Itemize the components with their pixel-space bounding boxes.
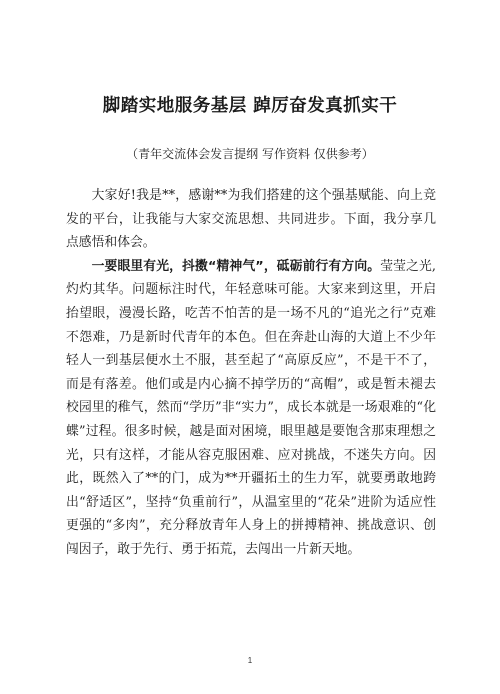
paragraph-text: 大家好!我是**，感谢**为我们搭建的这个强基赋能、向上竞发的平台，让我能与大家交流思想、共同进步。下面，我分享几点感悟和体会。 <box>66 188 436 251</box>
paragraph-lead: 一要眼里有光，抖擞“精神气”，砥砺前行有方向。 <box>91 258 381 274</box>
paragraph-text: 莹莹之光,灼灼其华。问题标注时代，年轻意味可能。大家来到这里，开启抬望眼，漫漫长路，吃苦不怕苦的是一场不凡的“追光之行”克难不怨难，乃是新时代青年的本色。但在奔赴山海的大道上不少年轻人一到基层便水土不服，甚至起了“高原反应”，不是干不了，而是有落差。他们或是内心摘不掉学历的“高帽”，或是暂未褪去校园里的稚气，然而“学历”非“实力”，成长本就是一场艰难的“化蝶”过程。很多时候，越是面对困境，眼里越是要饱含那束理想之光，只有这样，才能从容克服困难、应对挑战，不迷失方向。因此，既然入了**的门，成为**开疆拓土的生力军，就要勇敢地跨出“舒适区”，坚持“负重前行”，从温室里的“花朵”进阶为适应性更强的“多肉”，充分释放青年人身上的拼搏精神、挑战意识、创闯因子，敢于先行、勇于拓荒，去闯出一片新天地。 <box>66 258 436 557</box>
page-number: 1 <box>247 656 253 665</box>
paragraph-point-one <box>66 255 436 562</box>
document-body <box>66 184 436 562</box>
document-subtitle: （青年交流体会发言提纲 写作资料 仅供参考） <box>126 147 374 161</box>
paragraph-intro <box>66 184 436 255</box>
document-title: 脚踏实地服务基层 踔厉奋发真抓实干 <box>102 96 398 116</box>
